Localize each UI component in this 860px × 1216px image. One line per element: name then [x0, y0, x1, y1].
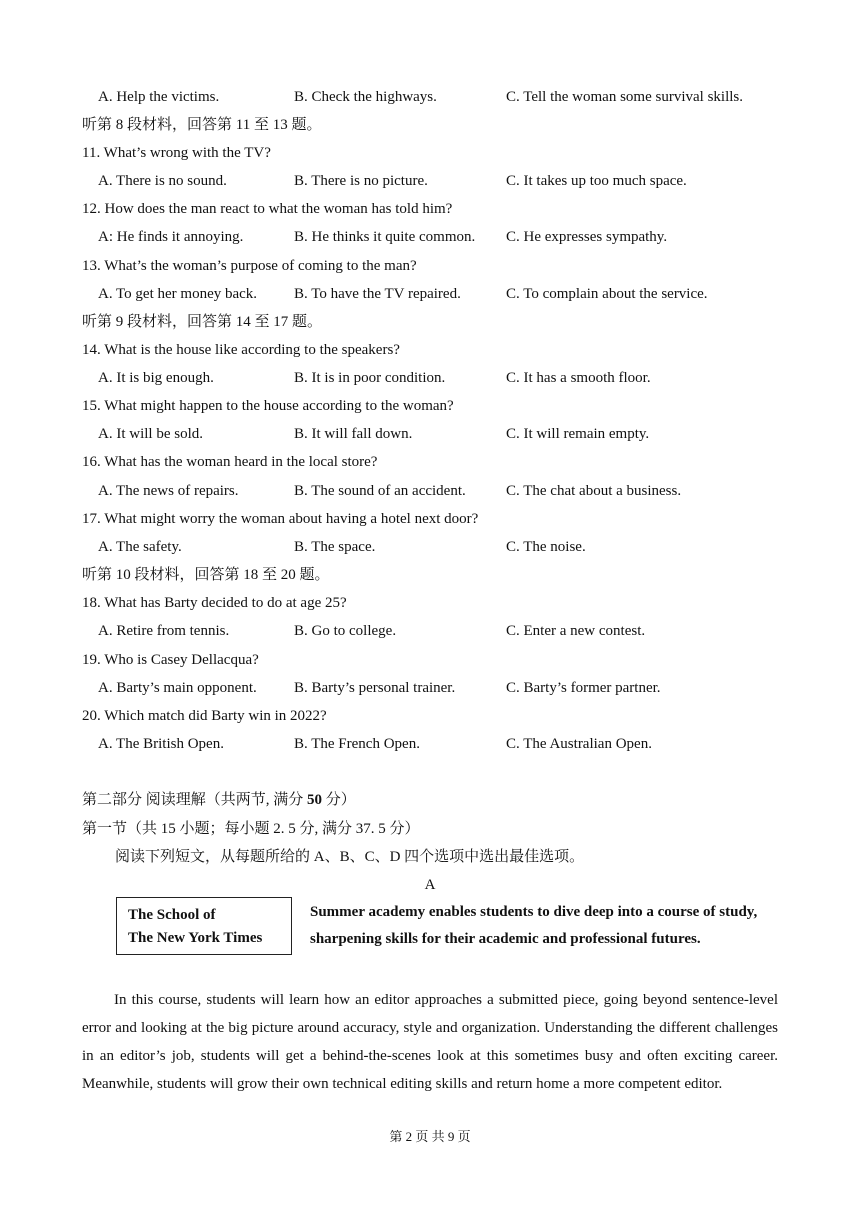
q15-option-a: A. It will be sold.	[98, 426, 203, 442]
q19-stem: 19. Who is Casey Dellacqua?	[82, 652, 259, 668]
headline-line-2: sharpening skills for their academic and professional futures.	[310, 931, 701, 947]
q16-option-c: C. The chat about a business.	[506, 483, 682, 499]
passage-paragraph: In this course, students will learn how an editor approaches a submitted piece, going beyond sentence-level error and looking at the big picture around accuracy, style and organization. Understanding the different challenges in an editor’s job, students will get a behind-the-scenes look at this sometimes busy and often exciting career. Meanwhile, students will grow their own technical editing skills and return home a more competent editor.	[82, 992, 778, 1092]
q12-option-b: B. He thinks it quite common.	[294, 229, 476, 245]
q12-stem: 12. How does the man react to what the woman has told him?	[82, 201, 453, 217]
q12-option-a: A: He finds it annoying.	[98, 229, 244, 245]
q19-option-c: C. Barty’s former partner.	[506, 680, 661, 696]
q20-option-c: C. The Australian Open.	[506, 736, 652, 752]
q17-option-a: A. The safety.	[98, 539, 182, 555]
q19-option-b: B. Barty’s personal trainer.	[294, 680, 456, 696]
q19-option-a: A. Barty’s main opponent.	[98, 680, 257, 696]
q13-option-c: C. To complain about the service.	[506, 286, 708, 302]
part-2-heading	[82, 790, 356, 810]
q16-stem: 16. What has the woman heard in the local store?	[82, 454, 378, 470]
q14-option-c: C. It has a smooth floor.	[506, 370, 651, 386]
q11-option-b: B. There is no picture.	[294, 173, 428, 189]
q18-stem: 18. What has Barty decided to do at age 25?	[82, 595, 347, 611]
q14-stem: 14. What is the house like according to the speakers?	[82, 342, 400, 358]
segment-9-instruction: 听第 9 段材料，回答第 14 至 17 题。	[82, 314, 323, 330]
page-footer: 第 2 页 共 9 页	[389, 1129, 471, 1144]
reading-instruction: 阅读下列短文，从每题所给的 A、B、C、D 四个选项中选出最佳选项。	[115, 849, 585, 865]
passage-letter: A	[424, 877, 436, 893]
q13-stem: 13. What’s the woman’s purpose of coming to the man?	[82, 258, 417, 274]
q15-option-c: C. It will remain empty.	[506, 426, 650, 442]
q17-option-b: B. The space.	[294, 539, 376, 555]
headline-line-1: Summer academy enables students to dive deep into a course of study,	[310, 904, 758, 920]
q14-option-a: A. It is big enough.	[98, 370, 214, 386]
part-2-heading-suffix: 分）	[322, 792, 356, 808]
q18-option-c: C. Enter a new contest.	[506, 623, 646, 639]
q16-option-b: B. The sound of an accident.	[294, 483, 466, 499]
section-1-heading: 第一节（共 15 小题；每小题 2. 5 分, 满分 37. 5 分）	[82, 821, 420, 837]
q20-stem: 20. Which match did Barty win in 2022?	[82, 708, 327, 724]
q10-option-c: C. Tell the woman some survival skills.	[506, 89, 743, 105]
q18-option-a: A. Retire from tennis.	[98, 623, 230, 639]
q11-option-a: A. There is no sound.	[98, 173, 227, 189]
q17-option-c: C. The noise.	[506, 539, 586, 555]
q13-option-b: B. To have the TV repaired.	[294, 286, 461, 302]
logo-line-2: The New York Times	[128, 930, 263, 946]
part-2-total-score: 50	[307, 792, 323, 808]
q15-option-b: B. It will fall down.	[294, 426, 413, 442]
segment-10-instruction: 听第 10 段材料，回答第 18 至 20 题。	[82, 567, 330, 583]
nyt-school-logo	[116, 897, 292, 955]
logo-line-1: The School of	[128, 907, 216, 923]
q14-option-b: B. It is in poor condition.	[294, 370, 446, 386]
q12-option-c: C. He expresses sympathy.	[506, 229, 668, 245]
q15-stem: 15. What might happen to the house according to the woman?	[82, 398, 454, 414]
q17-stem: 17. What might worry the woman about having a hotel next door?	[82, 511, 479, 527]
q10-option-b: B. Check the highways.	[294, 89, 437, 105]
q16-option-a: A. The news of repairs.	[98, 483, 239, 499]
q13-option-a: A. To get her money back.	[98, 286, 258, 302]
segment-8-instruction: 听第 8 段材料，回答第 11 至 13 题。	[82, 117, 322, 133]
q18-option-b: B. Go to college.	[294, 623, 397, 639]
part-2-heading-prefix: 第二部分 阅读理解（共两节, 满分	[82, 792, 308, 808]
q11-option-c: C. It takes up too much space.	[506, 173, 687, 189]
q20-option-a: A. The British Open.	[98, 736, 224, 752]
q20-option-b: B. The French Open.	[294, 736, 420, 752]
q10-option-a: A. Help the victims.	[98, 89, 220, 105]
q11-stem: 11. What’s wrong with the TV?	[82, 145, 271, 161]
